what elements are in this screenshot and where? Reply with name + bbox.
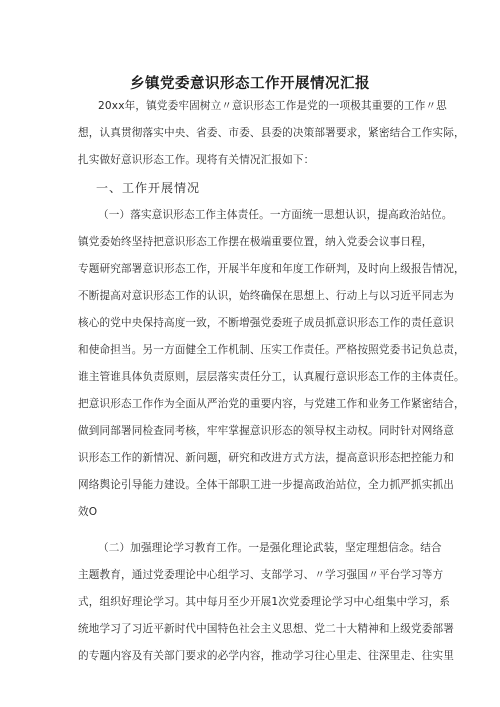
section-heading: 一、工作开展情况: [96, 181, 201, 195]
paragraph1-line-6: 和使命担当。另一方面健全工作机制、压实工作责任。严格按照党委书记负总责，: [78, 344, 465, 356]
paragraph1-line-2: 镇党委始终坚持把意识形态工作摆在极端重要位置，纳入党委会议事日程，: [78, 236, 433, 248]
intro-line-1: 20xx年，镇党委牢固树立〃意识形态工作是党的一项极其重要的工作〃思: [98, 100, 447, 112]
paragraph2-line-2: 主题教育，通过党委理论中心组学习、支部学习、〃学习强国〃平台学习等方: [78, 569, 444, 581]
paragraph1-line-7: 谁主管谁具体负责原则，层层落实责任分工，认真履行意识形态工作的主体责任。: [78, 371, 465, 383]
paragraph1-line-4: 不断提高对意识形态工作的认识，始终确保在思想上、行动上与以习近平同志为: [78, 290, 455, 302]
paragraph1-line-5: 核心的党中央保持高度一致，不断增强党委班子成员抓意识形态工作的责任意识: [78, 317, 455, 329]
paragraph1-line-8: 把意识形态工作作为全面从严治党的重要内容，与党建工作和业务工作紧密结合，: [78, 398, 465, 410]
paragraph1-line-10: 识形态工作的新情况、新问题，研究和改进方式方法，提高意识形态把控能力和: [78, 452, 455, 464]
paragraph2-line-5: 的专题内容及有关部门要求的必学内容，推动学习往心里走、往深里走、往实里: [78, 650, 455, 662]
paragraph1-line-3: 专题研究部署意识形态工作，开展半年度和年度工作研判，及时向上级报告情况，: [78, 263, 465, 275]
paragraph2-line-4: 统地学习了习近平新时代中国特色社会主义思想、党二十大精神和上级党委部署: [78, 623, 455, 635]
paragraph1-line-11: 网络舆论引导能力建设。全体干部职工进一步提高政治站位，全力抓严抓实抓出: [78, 479, 455, 491]
intro-line-3: 扎实做好意识形态工作。现将有关情况汇报如下：: [78, 154, 315, 166]
paragraph1-line-1: （一）落实意识形态工作主体责任。一方面统一思想认识，提高政治站位。: [98, 209, 453, 221]
paragraph1-line-12: 效O: [78, 506, 98, 518]
paragraph2-line-1: （二）加强理论学习教育工作。一是强化理论武装，坚定理想信念。结合: [98, 542, 442, 554]
document-title: 乡镇党委意识形态工作开展情况汇报: [130, 76, 370, 92]
paragraph2-line-3: 式，组织好理论学习。其中每月至少开展1次党委理论学习中心组集中学习，系: [78, 596, 451, 608]
paragraph1-line-9: 做到同部署同检查同考核，牢牢掌握意识形态的领导权主动权。同时针对网络意: [78, 425, 455, 437]
intro-line-2: 想，认真贯彻落实中央、省委、市委、县委的决策部署要求，紧密结合工作实际，: [78, 127, 465, 139]
